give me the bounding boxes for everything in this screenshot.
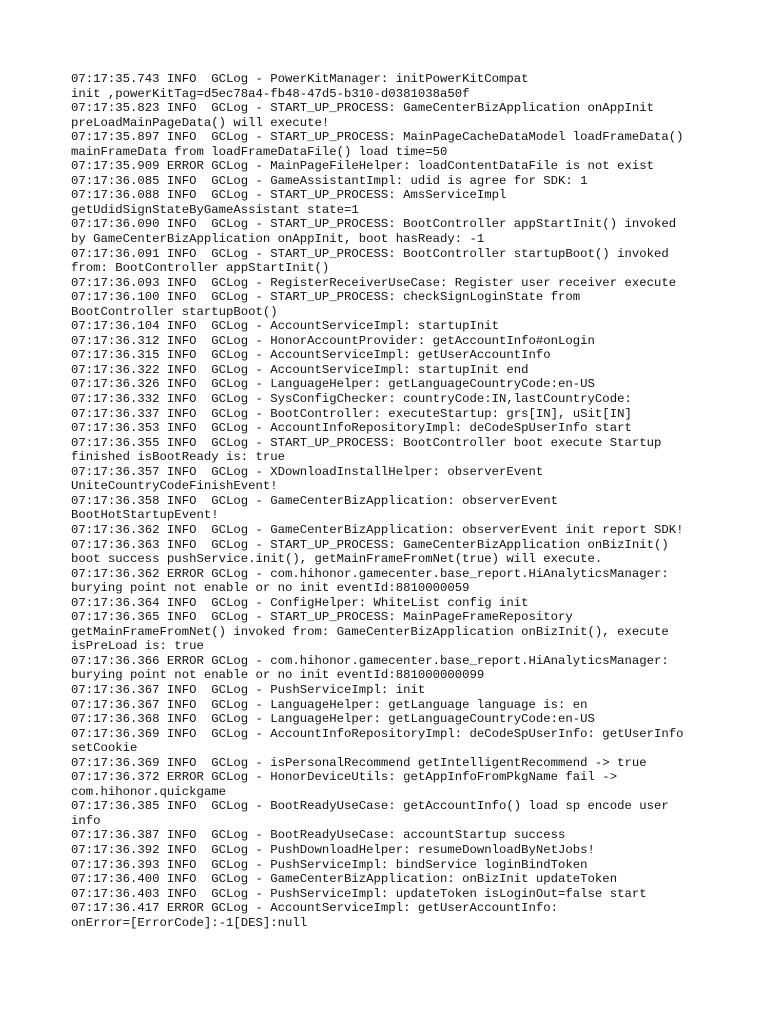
log-line: 07:17:36.312 INFO GCLog - HonorAccountProvider: getAccountInfo#onLogin (71, 333, 595, 348)
log-line: com.hihonor.quickgame (71, 784, 226, 799)
log-line: BootController startupBoot() (71, 304, 278, 319)
log-line: 07:17:36.315 INFO GCLog - AccountServiceImpl: getUserAccountInfo (71, 348, 551, 363)
log-line: init ,powerKitTag=d5ec78a4-fb48-47d5-b310-d0381038a50f (71, 86, 470, 101)
log-line: 07:17:36.355 INFO GCLog - START_UP_PROCESS: BootController boot execute Startup (71, 435, 662, 450)
log-line: burying point not enable or no init eventId:881000000099 (71, 668, 485, 683)
log-line: 07:17:36.387 INFO GCLog - BootReadyUseCase: accountStartup success (71, 828, 566, 843)
log-line: 07:17:36.417 ERROR GCLog - AccountServiceImpl: getUserAccountInfo: (71, 901, 559, 916)
log-line: 07:17:36.393 INFO GCLog - PushServiceImpl: bindService loginBindToken (71, 857, 588, 872)
log-line: 07:17:36.363 INFO GCLog - START_UP_PROCESS: GameCenterBizApplication onBizInit() (71, 537, 669, 552)
log-document (71, 72, 711, 930)
log-line: 07:17:36.369 INFO GCLog - isPersonalRecommend getIntelligentRecommend -> true (71, 755, 647, 770)
log-line: 07:17:36.367 INFO GCLog - PushServiceImpl: init (71, 682, 426, 697)
log-line: getUdidSignStateByGameAssistant state=1 (71, 202, 359, 217)
log-line: 07:17:35.743 INFO GCLog - PowerKitManager: initPowerKitCompat (71, 72, 529, 86)
log-line: 07:17:36.353 INFO GCLog - AccountInfoRepositoryImpl: deCodeSpUserInfo start (71, 421, 632, 436)
log-line: 07:17:36.372 ERROR GCLog - HonorDeviceUtils: getAppInfoFromPkgName fail -> (71, 770, 618, 785)
log-line: 07:17:36.090 INFO GCLog - START_UP_PROCESS: BootController appStartInit() invoked (71, 217, 677, 232)
log-line: 07:17:36.365 INFO GCLog - START_UP_PROCESS: MainPageFrameRepository (71, 610, 573, 625)
log-line: 07:17:36.085 INFO GCLog - GameAssistantImpl: udid is agree for SDK: 1 (71, 173, 588, 188)
log-line: 07:17:35.909 ERROR GCLog - MainPageFileHelper: loadContentDataFile is not exist (71, 159, 654, 174)
log-line: from: BootController appStartInit() (71, 261, 330, 276)
log-line: info (71, 813, 101, 828)
log-line: BootHotStartupEvent! (71, 508, 219, 523)
log-line: isPreLoad is: true (71, 639, 204, 654)
log-line: setCookie (71, 741, 138, 756)
log-line: boot success pushService.init(), getMainFrameFromNet(true) will execute. (71, 552, 603, 567)
log-line: 07:17:36.093 INFO GCLog - RegisterReceiverUseCase: Register user receiver execute (71, 275, 677, 290)
log-line: 07:17:36.362 INFO GCLog - GameCenterBizApplication: observerEvent init report SDK! (71, 522, 684, 537)
log-line: 07:17:36.368 INFO GCLog - LanguageHelper: getLanguageCountryCode:en-US (71, 712, 595, 727)
log-line: 07:17:36.322 INFO GCLog - AccountServiceImpl: startupInit end (71, 362, 529, 377)
log-line: 07:17:36.358 INFO GCLog - GameCenterBizApplication: observerEvent (71, 493, 559, 508)
log-line: 07:17:36.100 INFO GCLog - START_UP_PROCESS: checkSignLoginState from (71, 290, 581, 305)
log-line: 07:17:36.326 INFO GCLog - LanguageHelper: getLanguageCountryCode:en-US (71, 377, 595, 392)
log-line: 07:17:36.400 INFO GCLog - GameCenterBizApplication: onBizInit updateToken (71, 872, 618, 887)
log-line: 07:17:36.357 INFO GCLog - XDownloadInstallHelper: observerEvent (71, 464, 544, 479)
log-line: finished isBootReady is: true (71, 450, 286, 465)
log-line: 07:17:35.823 INFO GCLog - START_UP_PROCESS: GameCenterBizApplication onAppInit (71, 101, 654, 116)
log-line: preLoadMainPageData() will execute! (71, 115, 330, 130)
log-line: UniteCountryCodeFinishEvent! (71, 479, 278, 494)
log-line: 07:17:36.392 INFO GCLog - PushDownloadHelper: resumeDownloadByNetJobs! (71, 842, 595, 857)
log-line: 07:17:36.332 INFO GCLog - SysConfigChecker: countryCode:IN,lastCountryCode: (71, 392, 632, 407)
log-line: burying point not enable or no init eventId:8810000059 (71, 581, 470, 596)
log-line: 07:17:36.385 INFO GCLog - BootReadyUseCase: getAccountInfo() load sp encode user (71, 799, 669, 814)
log-line: 07:17:35.897 INFO GCLog - START_UP_PROCESS: MainPageCacheDataModel loadFrameData() (71, 130, 684, 145)
log-line: mainFrameData from loadFrameDataFile() load time=50 (71, 144, 448, 159)
log-line: 07:17:36.367 INFO GCLog - LanguageHelper: getLanguage language is: en (71, 697, 588, 712)
log-line: 07:17:36.337 INFO GCLog - BootController: executeStartup: grs[IN], uSit[IN] (71, 406, 632, 421)
log-line: onError=[ErrorCode]:-1[DES]:null (71, 915, 308, 930)
log-line: 07:17:36.088 INFO GCLog - START_UP_PROCESS: AmsServiceImpl (71, 188, 507, 203)
log-line: 07:17:36.104 INFO GCLog - AccountServiceImpl: startupInit (71, 319, 500, 334)
log-line: 07:17:36.403 INFO GCLog - PushServiceImpl: updateToken isLoginOut=false start (71, 886, 647, 901)
log-line: 07:17:36.369 INFO GCLog - AccountInfoRepositoryImpl: deCodeSpUserInfo: getUserInfo (71, 726, 684, 741)
log-line: 07:17:36.362 ERROR GCLog - com.hihonor.gamecenter.base_report.HiAnalyticsManager: (71, 566, 669, 581)
log-line: getMainFrameFromNet() invoked from: GameCenterBizApplication onBizInit(), execute (71, 624, 669, 639)
log-line: 07:17:36.366 ERROR GCLog - com.hihonor.gamecenter.base_report.HiAnalyticsManager: (71, 653, 669, 668)
log-line: 07:17:36.091 INFO GCLog - START_UP_PROCESS: BootController startupBoot() invoked (71, 246, 669, 261)
log-line: by GameCenterBizApplication onAppInit, boot hasReady: -1 (71, 232, 485, 247)
log-line: 07:17:36.364 INFO GCLog - ConfigHelper: WhiteList config init (71, 595, 529, 610)
